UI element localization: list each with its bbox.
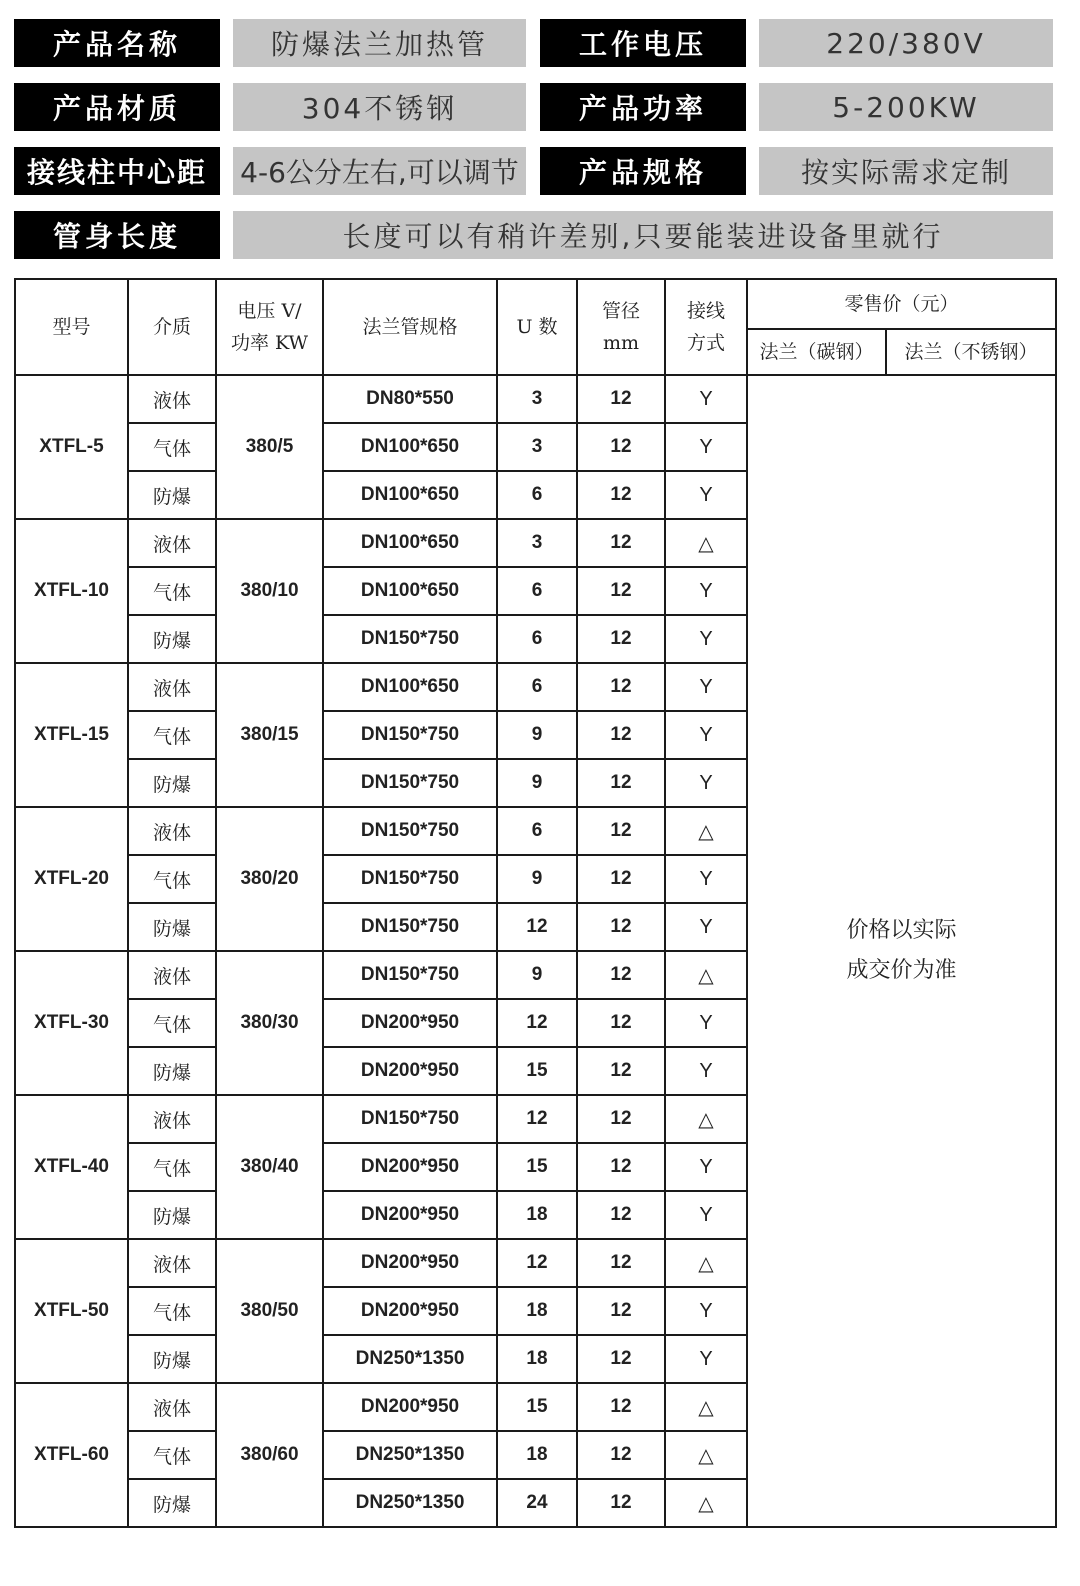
wiring-cell: Y xyxy=(665,903,747,951)
pipe-dia-cell: 12 xyxy=(577,855,665,903)
flange-spec-cell: DN250*1350 xyxy=(323,1431,497,1479)
medium-cell: 液体 xyxy=(128,1095,216,1143)
u-count-cell: 3 xyxy=(497,519,577,567)
medium-cell: 防爆 xyxy=(128,1191,216,1239)
col-wiring-header xyxy=(665,279,747,375)
u-count-cell: 6 xyxy=(497,471,577,519)
flange-spec-cell: DN100*650 xyxy=(323,471,497,519)
model-cell: XTFL-10 xyxy=(15,519,128,663)
flange-spec-cell: DN200*950 xyxy=(323,999,497,1047)
medium-cell: 气体 xyxy=(128,423,216,471)
u-count-cell: 9 xyxy=(497,759,577,807)
medium-cell: 液体 xyxy=(128,807,216,855)
flange-spec-cell: DN150*750 xyxy=(323,615,497,663)
col-medium-header: 介质 xyxy=(128,279,216,375)
u-count-cell: 18 xyxy=(497,1287,577,1335)
wiring-cell: Y xyxy=(665,615,747,663)
u-count-cell: 3 xyxy=(497,423,577,471)
wiring-cell: Y xyxy=(665,1191,747,1239)
wiring-cell: Y xyxy=(665,423,747,471)
table-header-row xyxy=(15,279,1056,329)
wiring-cell: △ xyxy=(665,807,747,855)
wiring-cell: Y xyxy=(665,663,747,711)
flange-spec-cell: DN200*950 xyxy=(323,1191,497,1239)
medium-cell: 防爆 xyxy=(128,615,216,663)
pipe-dia-cell: 12 xyxy=(577,903,665,951)
medium-cell: 防爆 xyxy=(128,471,216,519)
medium-cell: 防爆 xyxy=(128,1479,216,1527)
u-count-cell: 12 xyxy=(497,903,577,951)
length-label: 管身长度 xyxy=(14,211,220,259)
u-count-cell: 6 xyxy=(497,567,577,615)
col-u-count-header: U 数 xyxy=(497,279,577,375)
flange-spec-cell: DN250*1350 xyxy=(323,1335,497,1383)
material-label: 产品材质 xyxy=(14,83,220,131)
wiring-cell: Y xyxy=(665,1143,747,1191)
medium-cell: 液体 xyxy=(128,663,216,711)
wiring-cell: Y xyxy=(665,711,747,759)
medium-cell: 液体 xyxy=(128,1383,216,1431)
u-count-cell: 18 xyxy=(497,1431,577,1479)
wiring-cell: △ xyxy=(665,519,747,567)
wiring-cell: Y xyxy=(665,567,747,615)
pipe-dia-cell: 12 xyxy=(577,663,665,711)
u-count-cell: 3 xyxy=(497,375,577,423)
pipe-dia-cell: 12 xyxy=(577,471,665,519)
wiring-cell: △ xyxy=(665,1383,747,1431)
flange-spec-cell: DN100*650 xyxy=(323,663,497,711)
u-count-cell: 15 xyxy=(497,1143,577,1191)
wire-header-line2: 方式 xyxy=(686,332,725,354)
medium-cell: 液体 xyxy=(128,519,216,567)
voltage-power-cell: 380/50 xyxy=(216,1239,323,1383)
terminal-label: 接线柱中心距 xyxy=(14,147,220,195)
wiring-cell: Y xyxy=(665,1287,747,1335)
model-cell: XTFL-50 xyxy=(15,1239,128,1383)
flange-spec-cell: DN200*950 xyxy=(323,1239,497,1287)
wiring-cell: △ xyxy=(665,1095,747,1143)
material-value: 304不锈钢 xyxy=(233,83,526,131)
wiring-cell: Y xyxy=(665,1047,747,1095)
u-count-cell: 9 xyxy=(497,951,577,999)
medium-cell: 气体 xyxy=(128,855,216,903)
flange-spec-cell: DN150*750 xyxy=(323,903,497,951)
table-body xyxy=(15,375,1056,1527)
u-count-cell: 9 xyxy=(497,711,577,759)
wiring-cell: △ xyxy=(665,1479,747,1527)
medium-cell: 防爆 xyxy=(128,1335,216,1383)
voltage-power-cell: 380/20 xyxy=(216,807,323,951)
flange-spec-cell: DN100*650 xyxy=(323,519,497,567)
wiring-cell: Y xyxy=(665,471,747,519)
pipe-dia-cell: 12 xyxy=(577,1335,665,1383)
medium-cell: 气体 xyxy=(128,567,216,615)
medium-cell: 液体 xyxy=(128,951,216,999)
size-label: 产品规格 xyxy=(540,147,746,195)
flange-spec-cell: DN100*650 xyxy=(323,423,497,471)
pipe-dia-cell: 12 xyxy=(577,807,665,855)
flange-spec-cell: DN200*950 xyxy=(323,1383,497,1431)
medium-cell: 防爆 xyxy=(128,1047,216,1095)
u-count-cell: 12 xyxy=(497,1239,577,1287)
pipe-dia-cell: 12 xyxy=(577,1383,665,1431)
pipe-dia-cell: 12 xyxy=(577,1239,665,1287)
medium-cell: 液体 xyxy=(128,1239,216,1287)
pipe-dia-cell: 12 xyxy=(577,711,665,759)
col-pipe-dia-header xyxy=(577,279,665,375)
flange-spec-cell: DN200*950 xyxy=(323,1287,497,1335)
product-table xyxy=(14,278,1057,1528)
pipe-dia-cell: 12 xyxy=(577,1431,665,1479)
flange-spec-cell: DN150*750 xyxy=(323,855,497,903)
size-value: 按实际需求定制 xyxy=(759,147,1053,195)
pipe-dia-cell: 12 xyxy=(577,375,665,423)
u-count-cell: 15 xyxy=(497,1383,577,1431)
model-cell: XTFL-60 xyxy=(15,1383,128,1527)
u-count-cell: 24 xyxy=(497,1479,577,1527)
wiring-cell: Y xyxy=(665,759,747,807)
medium-cell: 气体 xyxy=(128,1287,216,1335)
wiring-cell: Y xyxy=(665,375,747,423)
wiring-cell: △ xyxy=(665,1431,747,1479)
u-count-cell: 12 xyxy=(497,999,577,1047)
price-note-line1: 价格以实际 xyxy=(846,918,957,943)
u-count-cell: 6 xyxy=(497,663,577,711)
pipe-dia-cell: 12 xyxy=(577,1287,665,1335)
wiring-cell: △ xyxy=(665,951,747,999)
model-cell: XTFL-40 xyxy=(15,1095,128,1239)
voltage-value: 220/380V xyxy=(759,19,1053,67)
col-flange-spec-header: 法兰管规格 xyxy=(323,279,497,375)
price-note-line2: 成交价为准 xyxy=(846,958,957,983)
wiring-cell: Y xyxy=(665,1335,747,1383)
pipe-dia-cell: 12 xyxy=(577,1479,665,1527)
pipe-header-line1: 管径 xyxy=(601,300,640,322)
col-carbon-header: 法兰（碳钢） xyxy=(747,329,886,375)
wiring-cell: Y xyxy=(665,855,747,903)
pipe-dia-cell: 12 xyxy=(577,951,665,999)
medium-cell: 液体 xyxy=(128,375,216,423)
voltage-power-cell: 380/5 xyxy=(216,375,323,519)
flange-spec-cell: DN150*750 xyxy=(323,759,497,807)
u-count-cell: 18 xyxy=(497,1335,577,1383)
flange-spec-cell: DN100*650 xyxy=(323,567,497,615)
product-name-value: 防爆法兰加热管 xyxy=(233,19,526,67)
u-count-cell: 12 xyxy=(497,1095,577,1143)
col-volt-header xyxy=(216,279,323,375)
u-count-cell: 9 xyxy=(497,855,577,903)
model-cell: XTFL-30 xyxy=(15,951,128,1095)
u-count-cell: 6 xyxy=(497,807,577,855)
length-value: 长度可以有稍许差别,只要能装进设备里就行 xyxy=(233,211,1053,259)
volt-header-line2: 功率 KW xyxy=(230,332,309,354)
flange-spec-cell: DN150*750 xyxy=(323,951,497,999)
voltage-label: 工作电压 xyxy=(540,19,746,67)
volt-header-line1: 电压 V/ xyxy=(237,300,302,322)
pipe-dia-cell: 12 xyxy=(577,519,665,567)
u-count-cell: 15 xyxy=(497,1047,577,1095)
power-label: 产品功率 xyxy=(540,83,746,131)
pipe-dia-cell: 12 xyxy=(577,999,665,1047)
wiring-cell: △ xyxy=(665,1239,747,1287)
pipe-dia-cell: 12 xyxy=(577,1143,665,1191)
voltage-power-cell: 380/40 xyxy=(216,1095,323,1239)
table-row xyxy=(15,375,1056,423)
flange-spec-cell: DN150*750 xyxy=(323,807,497,855)
flange-spec-cell: DN200*950 xyxy=(323,1143,497,1191)
medium-cell: 气体 xyxy=(128,1431,216,1479)
medium-cell: 气体 xyxy=(128,1143,216,1191)
pipe-dia-cell: 12 xyxy=(577,423,665,471)
flange-spec-cell: DN200*950 xyxy=(323,1047,497,1095)
wiring-cell: Y xyxy=(665,999,747,1047)
medium-cell: 气体 xyxy=(128,711,216,759)
flange-spec-cell: DN250*1350 xyxy=(323,1479,497,1527)
col-stainless-header: 法兰（不锈钢） xyxy=(886,329,1056,375)
u-count-cell: 6 xyxy=(497,615,577,663)
flange-spec-cell: DN80*550 xyxy=(323,375,497,423)
pipe-header-line2: mm xyxy=(602,332,640,354)
power-value: 5-200KW xyxy=(759,83,1053,131)
col-retail-header: 零售价（元） xyxy=(747,279,1056,329)
product-name-label: 产品名称 xyxy=(14,19,220,67)
pipe-dia-cell: 12 xyxy=(577,1095,665,1143)
voltage-power-cell: 380/10 xyxy=(216,519,323,663)
medium-cell: 防爆 xyxy=(128,903,216,951)
model-cell: XTFL-20 xyxy=(15,807,128,951)
pipe-dia-cell: 12 xyxy=(577,615,665,663)
voltage-power-cell: 380/30 xyxy=(216,951,323,1095)
flange-spec-cell: DN150*750 xyxy=(323,711,497,759)
pipe-dia-cell: 12 xyxy=(577,1047,665,1095)
flange-spec-cell: DN150*750 xyxy=(323,1095,497,1143)
price-note-cell xyxy=(747,375,1056,1527)
wire-header-line1: 接线 xyxy=(686,300,725,322)
model-cell: XTFL-5 xyxy=(15,375,128,519)
voltage-power-cell: 380/15 xyxy=(216,663,323,807)
terminal-value: 4-6公分左右,可以调节 xyxy=(233,147,526,195)
u-count-cell: 18 xyxy=(497,1191,577,1239)
medium-cell: 气体 xyxy=(128,999,216,1047)
medium-cell: 防爆 xyxy=(128,759,216,807)
col-model-header: 型号 xyxy=(15,279,128,375)
voltage-power-cell: 380/60 xyxy=(216,1383,323,1527)
pipe-dia-cell: 12 xyxy=(577,567,665,615)
model-cell: XTFL-15 xyxy=(15,663,128,807)
pipe-dia-cell: 12 xyxy=(577,1191,665,1239)
pipe-dia-cell: 12 xyxy=(577,759,665,807)
